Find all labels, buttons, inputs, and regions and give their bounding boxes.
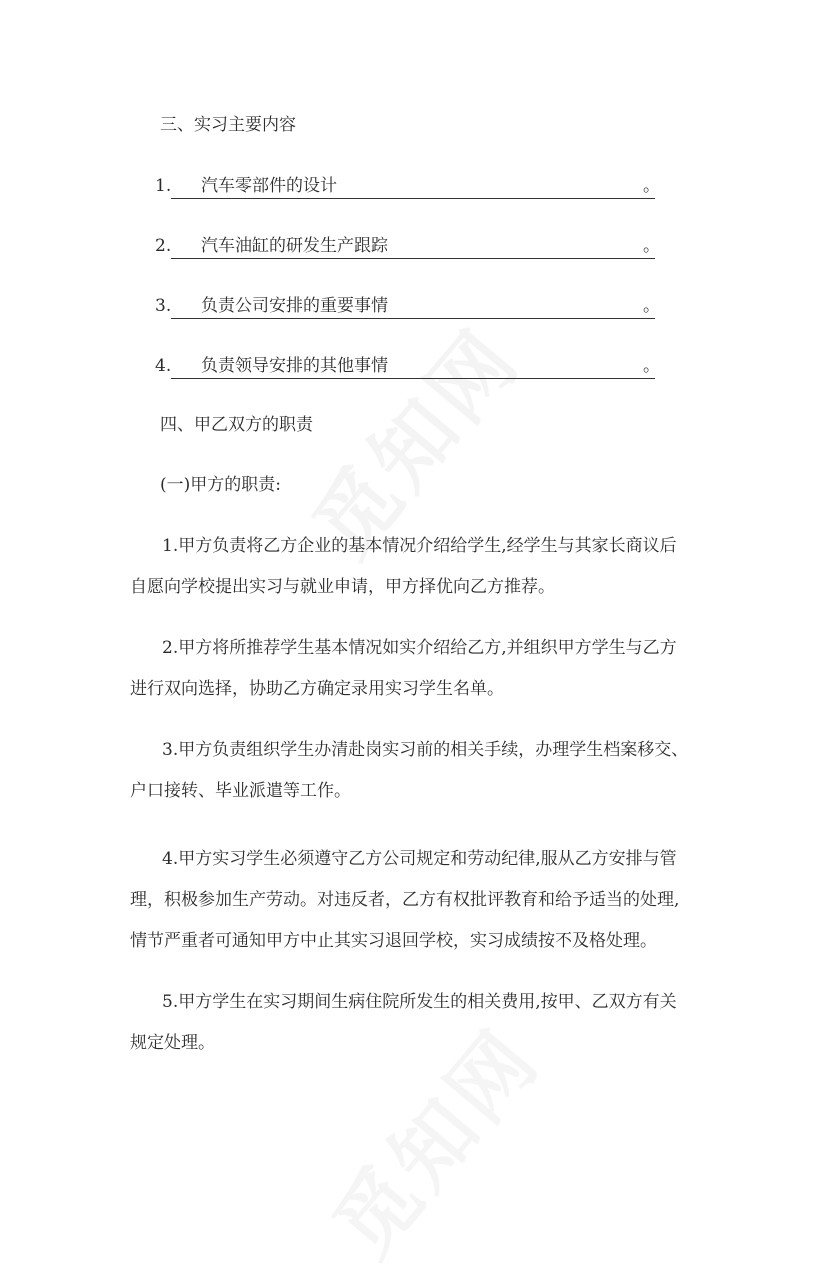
duty-paragraph-2: [130, 636, 710, 701]
paragraph-line: 3.甲方负责组织学生办清赴岗实习前的相关手续，办理学生档案移交、: [162, 740, 689, 760]
item-end-punct: 。: [643, 296, 660, 316]
item-text: 负责公司安排的重要事情: [201, 296, 388, 316]
item-number: 2.: [155, 236, 172, 256]
section-4-heading: 四、甲乙双方的职责: [160, 415, 313, 435]
party-a-duties-heading: (一)甲方的职责:: [160, 475, 281, 495]
paragraph-line: 4.甲方实习学生必须遵守乙方公司规定和劳动纪律,服从乙方安排与管: [162, 849, 677, 869]
item-end-punct: 。: [643, 236, 660, 256]
fill-in-line: [171, 354, 655, 379]
duty-paragraph-5: [130, 990, 710, 1055]
duty-paragraph-3: [130, 738, 710, 803]
paragraph-line: 情节严重者可通知甲方中止其实习退回学校，实习成绩按不及格处理。: [130, 931, 657, 951]
item-number: 1.: [155, 176, 172, 196]
fill-in-line: [171, 174, 655, 199]
item-text: 汽车油缸的研发生产跟踪: [201, 236, 388, 256]
item-end-punct: 。: [643, 176, 660, 196]
item-text: 负责领导安排的其他事情: [201, 356, 388, 376]
paragraph-line: 2.甲方将所推荐学生基本情况如实介绍给乙方,并组织甲方学生与乙方: [162, 638, 677, 658]
fill-in-line: [171, 294, 655, 319]
item-number: 4.: [155, 356, 172, 376]
fill-in-line: [171, 234, 655, 259]
paragraph-line: 进行双向选择，协助乙方确定录用实习学生名单。: [130, 679, 504, 699]
item-number: 3.: [155, 296, 172, 316]
paragraph-line: 理，积极参加生产劳动。对违反者，乙方有权批评教育和给予适当的处理,: [130, 890, 680, 910]
paragraph-line: 户口接转、毕业派遣等工作。: [130, 781, 351, 801]
item-text: 汽车零部件的设计: [201, 176, 337, 196]
paragraph-line: 自愿向学校提出实习与就业申请，甲方择优向乙方推荐。: [130, 577, 555, 597]
paragraph-line: 规定处理。: [130, 1033, 215, 1053]
section-3-heading: 三、实习主要内容: [160, 115, 296, 135]
paragraph-line: 5.甲方学生在实习期间生病住院所发生的相关费用,按甲、乙双方有关: [162, 992, 677, 1012]
paragraph-line: 1.甲方负责将乙方企业的基本情况介绍给学生,经学生与其家长商议后: [162, 536, 677, 556]
duty-paragraph-1: [130, 534, 710, 599]
item-end-punct: 。: [643, 356, 660, 376]
duty-paragraph-4: [130, 847, 710, 953]
